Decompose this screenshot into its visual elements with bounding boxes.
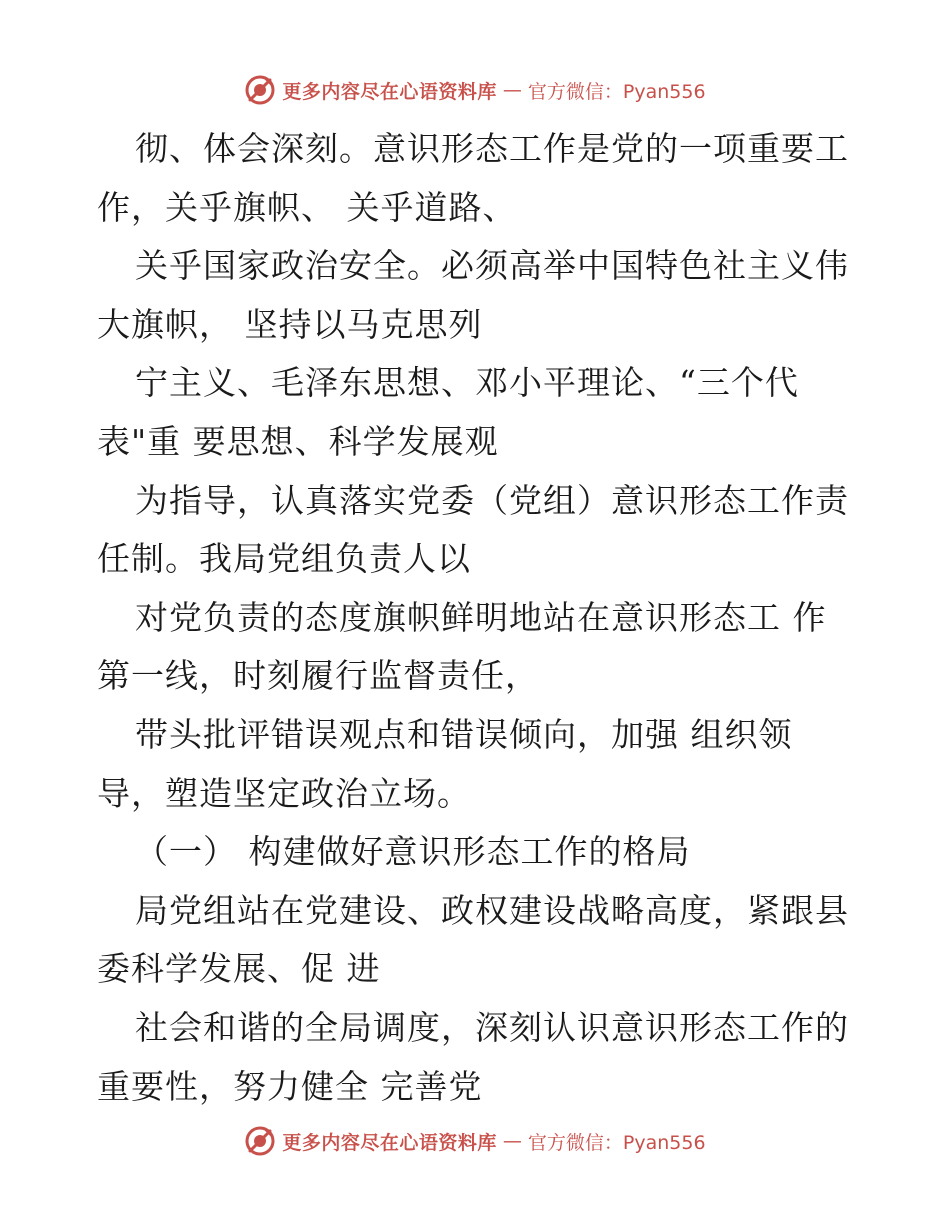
logo-icon (244, 74, 276, 106)
header-banner (0, 70, 950, 110)
footer-banner (0, 1121, 950, 1161)
body-line: 对党负责的态度旗帜鲜明地站在意识形态工 作 (135, 597, 827, 637)
body-line: 委科学发展、促 进 (97, 949, 381, 989)
body-line: 社会和谐的全局调度，深刻认识意识形态工作的 (135, 1007, 849, 1047)
section-heading: （一） 构建做好意识形态工作的格局 (135, 832, 691, 872)
body-line: 大旗帜， 坚持以马克思列 (97, 304, 483, 344)
body-line: 为指导，认真落实党委（党组）意识形态工作责 (135, 480, 849, 520)
banner-brand-text: 更多内容尽在心语资料库 (282, 1131, 497, 1154)
banner-separator: — (502, 79, 522, 101)
body-line: 宁主义、毛泽东思想、邓小平理论、“三个代 (135, 363, 799, 403)
body-line: 导，塑造坚定政治立场。 (97, 773, 471, 813)
banner-wechat-text: 官方微信：Pyan556 (527, 80, 706, 103)
body-line: 关乎国家政治安全。必须高举中国特色社主义伟 (135, 246, 849, 286)
banner-separator: — (502, 1130, 522, 1152)
banner-brand-text: 更多内容尽在心语资料库 (282, 80, 497, 103)
body-line: 作，关乎旗帜、 关乎道路、 (97, 187, 517, 227)
body-line: 带头批评错误观点和错误倾向，加强 组织领 (135, 714, 793, 754)
body-line: 彻、体会深刻。意识形态工作是党的一项重要工 (135, 129, 849, 168)
body-line: 第一线，时刻履行监督责任， (97, 656, 539, 696)
banner-wechat-text: 官方微信：Pyan556 (527, 1131, 706, 1154)
body-line: 重要性，努力健全 完善党 (97, 1066, 483, 1106)
body-line: 局党组站在党建设、政权建设战略高度，紧跟县 (135, 890, 849, 930)
document-body (97, 120, 857, 1116)
logo-icon (244, 1125, 276, 1157)
body-line: 任制。我局党组负责人以 (97, 539, 471, 579)
body-line: 表"重 要思想、科学发展观 (97, 421, 499, 461)
